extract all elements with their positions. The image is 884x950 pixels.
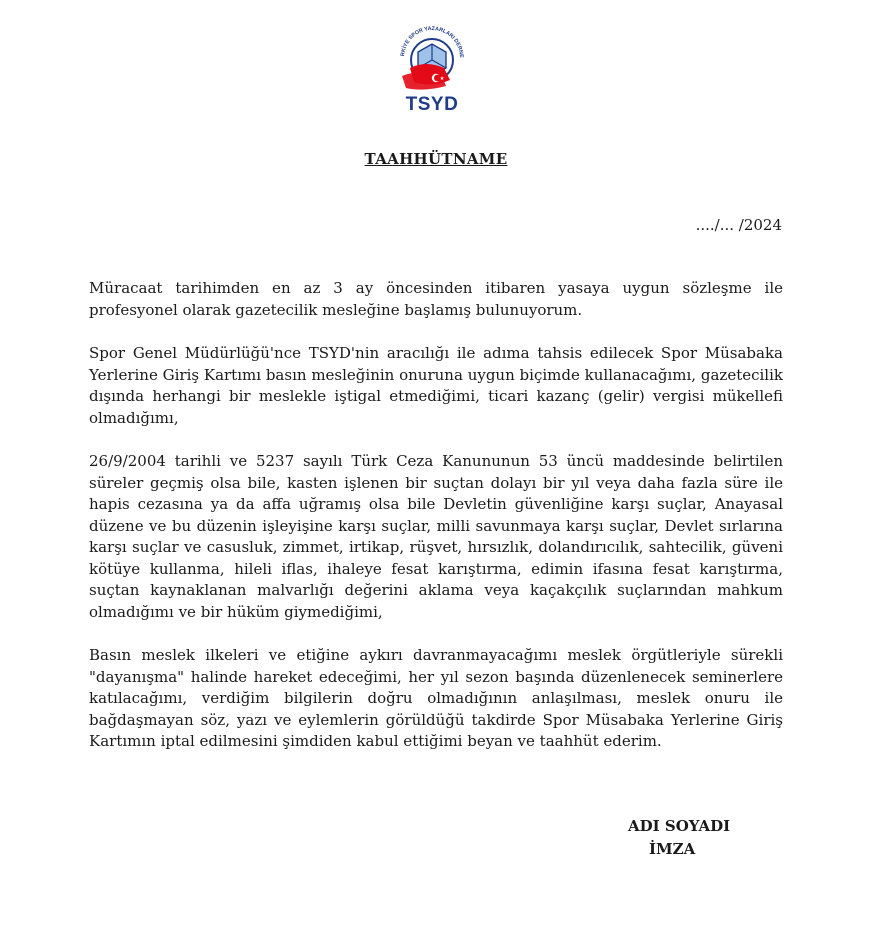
name-label: ADI SOYADI [628,817,731,835]
document-date: ..../... /2024 [695,216,782,234]
document-body [89,278,783,775]
document-title: TAAHHÜTNAME [364,150,508,168]
tsyd-logo [392,18,472,118]
paragraph: 26/9/2004 tarihli ve 5237 sayılı Türk Ceza Kanununun 53 üncü maddesinde belirtilen süreler geçmiş olsa bile, kasten işlenen bir suçtan dolayı bir yıl veya daha fazla süre ile hapis cezasına ya da affa uğramış olsa bile Devletin güvenliğine karşı suçlar, Anayasal düzene ve bu düzenin işleyişine karşı suçlar, milli savunmaya karşı suçlar, Devlet sırlarına karşı suçlar ve casusluk, zimmet, irtikap, rüşvet, hırsızlık, dolandırıcılık, sahtecilik, güveni kötüye kullanma, hileli iflas, ihaleye fesat karıştırma, edimin ifasına fesat karıştırma, suçtan kaynaklanan malvarlığı değerini aklama veya kaçakçılık suçlarından mahkum olmadığımı ve bir hüküm giymediğimi, [89,452,783,621]
paragraph: Basın meslek ilkeleri ve etiğine aykırı davranmayacağımı meslek örgütleriyle sürekli "dayanışma" halinde hareket edeceğimi, her yıl sezon başında düzenlenecek seminerlere katılacağımı, verdiğim bilgilerin doğru olmadığının anlaşılması, meslek onuru ile bağdaşmayan söz, yazı ve eylemlerin görüldüğü takdirde Spor Müsabaka Yerlerine Giriş Kartımın iptal edilmesini şimdiden kabul ettiğimi beyan ve taahhüt ederim. [89,646,783,750]
signature-label: İMZA [649,840,696,858]
logo-emblem-icon [392,18,472,96]
svg-text:TÜRKİYE SPOR YAZARLARI DERNEĞİ: RKİYE SPOR YAZARLARI DERNE [400,25,465,58]
logo-abbreviation: TSYD [405,94,459,115]
paragraph: Müracaat tarihimden en az 3 ay öncesinden itibaren yasaya uygun sözleşme ile profesyonel olarak gazetecilik mesleğine başlamış bulunuyorum. [89,279,783,319]
paragraph: Spor Genel Müdürlüğü'nce TSYD'nin aracılığı ile adıma tahsis edilecek Spor Müsabaka Yerlerine Giriş Kartımı basın mesleğinin onuruna uygun biçimde kullanacağımı, gazetecilik dışında herhangi bir meslekle iştigal etmediğimi, ticari kazanç (gelir) vergisi mükellefi olmadığımı, [89,344,783,427]
signature-block [628,815,730,861]
